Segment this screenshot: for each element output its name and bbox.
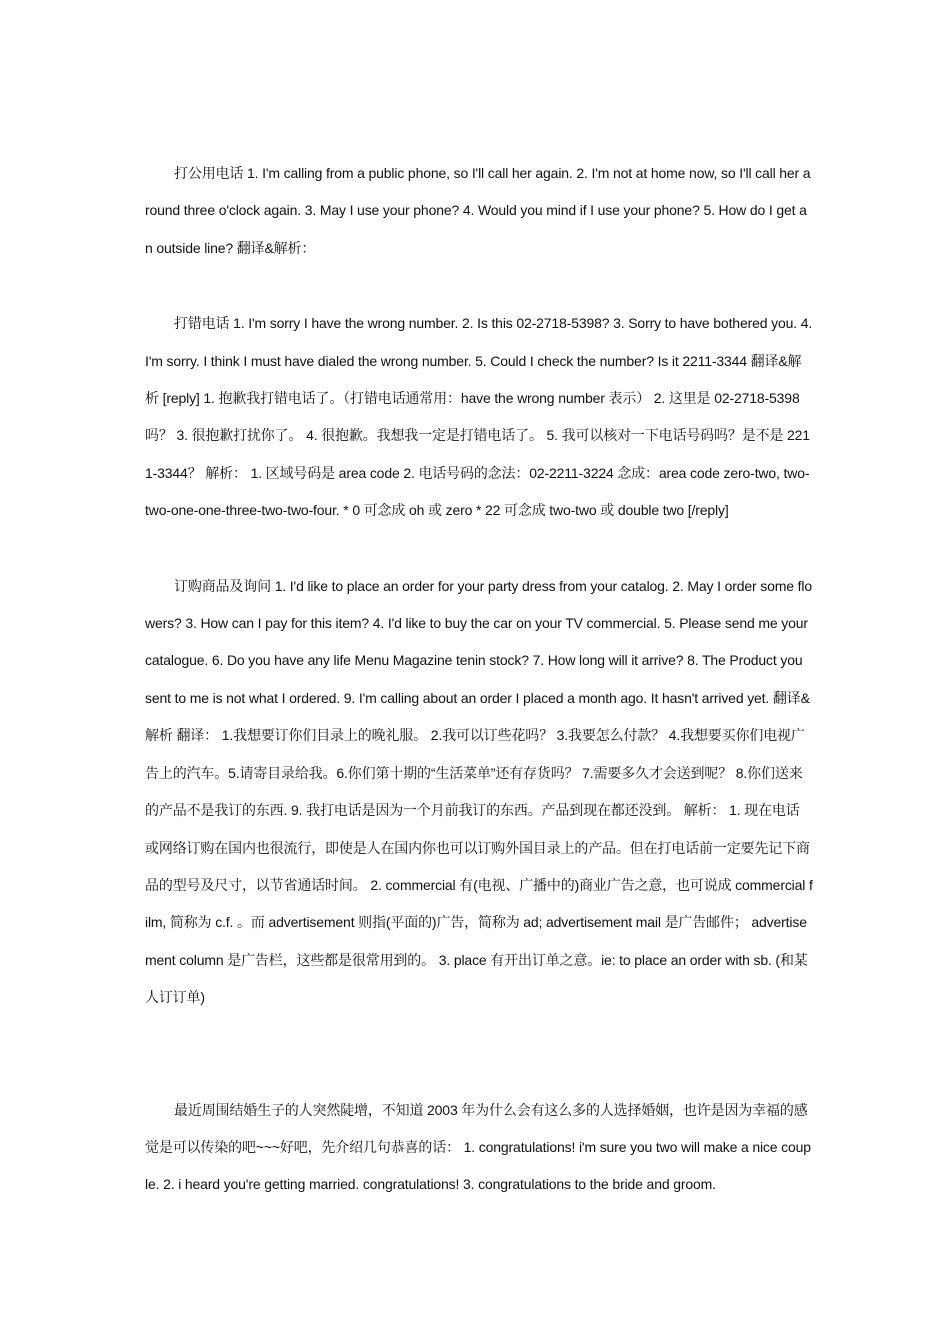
document-body (145, 155, 813, 1242)
paragraph-public-phone: 打公用电话 1. I'm calling from a public phone, so I'll call her again. 2. I'm not at home now, so I'll call her around three o'clock again. 3. May I use your phone? 4. Would you mind if I use your phone? 5. How do I get an outside line? 翻译&解析： (145, 165, 811, 256)
paragraph-wrong-number: 打错电话 1. I'm sorry I have the wrong number. 2. Is this 02-2718-5398? 3. Sorry to have bothered you. 4. I'm sorry. I think I must have dialed the wrong number. 5. Could I check the number? Is it 2211-3344 翻译&解析 [reply] 1. 抱歉我打错电话了。（打错电话通常用：have the wrong number 表示） 2. 这里是 02-2718-5398 吗？ 3. 很抱歉打扰你了。 4. 很抱歉。我想我一定是打错电话了。 5. 我可以核对一下电话号码吗？是不是 2211-3344？ 解析： 1. 区域号码是 area code 2. 电话号码的念法：02-2211-3224 念成：area code zero-two, two-two-one-one-three-two-two-four. * 0 可念成 oh 或 zero * 22 可念成 two-two 或 double two [/reply] (145, 315, 813, 519)
paragraph-ordering: 订购商品及询问 1. I'd like to place an order for your party dress from your catalog. 2. May I order some flowers? 3. How can I pay for this item? 4. I'd like to buy the car on your TV commercial. 5. Please send me your catalogue. 6. Do you have any life Menu Magazine tenin stock? 7. How long will it arrive? 8. The Product you sent to me is not what I ordered. 9. I'm calling about an order I placed a month ago. It hasn't arrived yet. 翻译&解析 翻译： 1.我想要订你们目录上的晚礼服。 2.我可以订些花吗？ 3.我要怎么付款？ 4.我想要买你们电视广告上的汽车。5.请寄目录给我。6.你们第十期的“生活菜单”还有存货吗？ 7.需要多久才会送到呢？ 8.你们送来的产品不是我订的东西. 9. 我打电话是因为一个月前我订的东西。产品到现在都还没到。 解析： 1. 现在电话或网络订购在国内也很流行，即使是人在国内你也可以订购外国目录上的产品。但在打电话前一定要先记下商品的型号及尺寸，以节省通话时间。 2. commercial 有(电视、广播中的)商业广告之意，也可说成 commercial film, 简称为 c.f. 。而 advertisement 则指(平面的)广告，简称为 ad; advertisement mail 是广告邮件； advertisement column 是广告栏，这些都是很常用到的。 3. place 有开出订单之意。ie: to place an order with sb. (和某人订订单) (145, 577, 813, 1006)
paragraph-congratulations: 最近周围结婚生子的人突然陡增，不知道 2003 年为什么会有这么多的人选择婚姻，也许是因为幸福的感觉是可以传染的吧~~~好吧，先介绍几句恭喜的话： 1. congratulations! i'm sure you two will make a nice couple. 2. i heard you're getting married. congratulations! 3. congratulations to the bride and groom. (145, 1101, 811, 1193)
